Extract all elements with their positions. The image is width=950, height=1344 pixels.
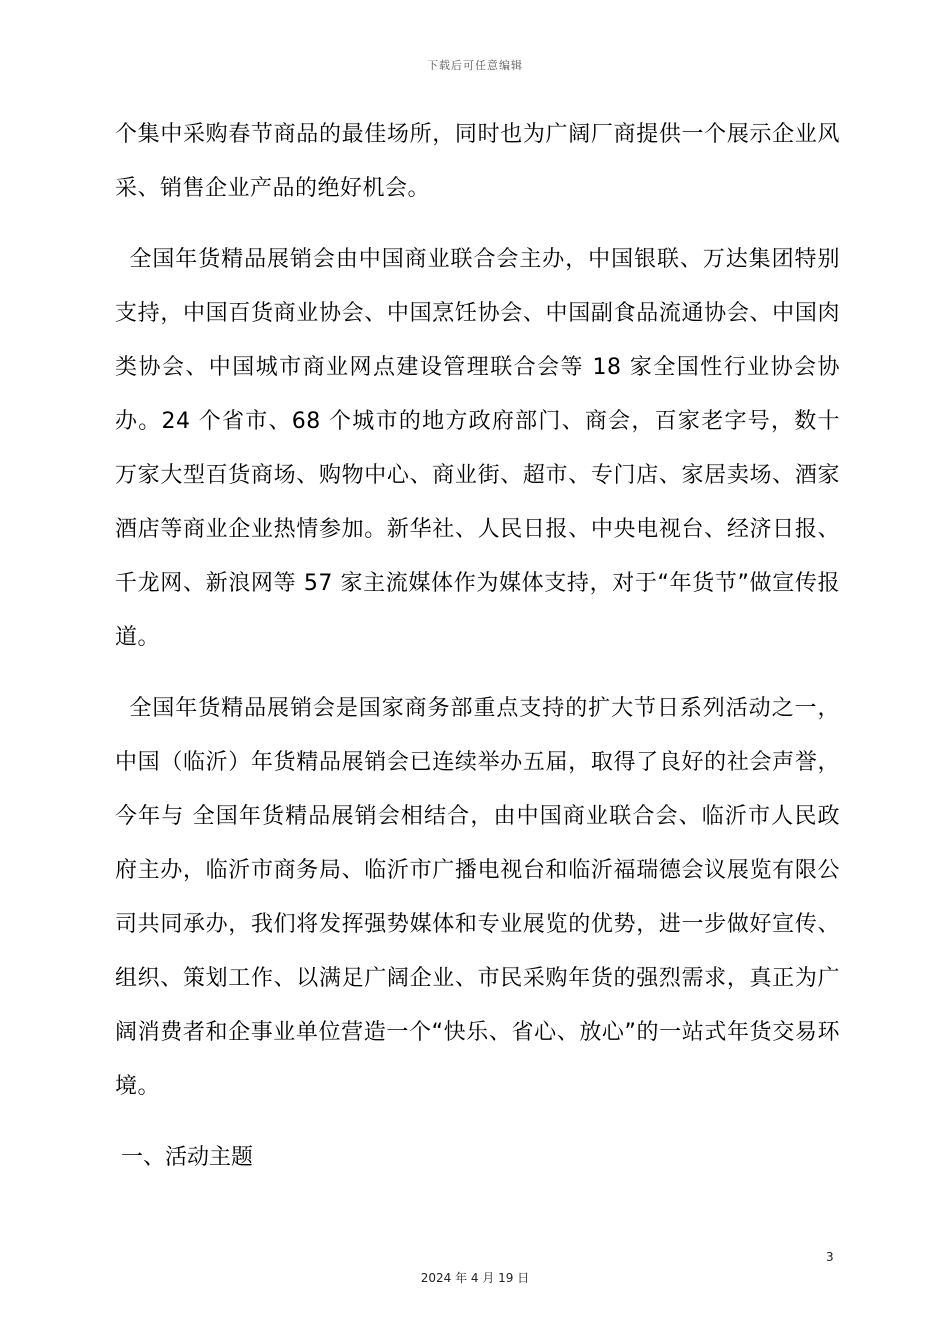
document-body (115, 108, 840, 1185)
paragraph-3-text: 全国年货精品展销会是国家商务部重点支持的扩大节日系列活动之一，中国（临沂）年货精品展销会已连续举办五届，取得了良好的社会声誉，今年与 全国年货精品展销会相结合，由中国商业联合会、临沂市人民政府主办，临沂市商务局、临沂市广播电视台和临沂福瑞德会议展览有限公司共同承办，我们将发挥强势媒体和专业展览的优势，进一步做好宣传、组织、策划工作、以满足广阔企业、市民采购年货的强烈需求，真正为广阔消费者和企事业单位营造一个“快乐、省心、放心”的一站式年货交易环境。 (115, 696, 840, 1099)
paragraph-2 (115, 233, 840, 665)
section-heading: 一、活动主题 (121, 1145, 254, 1170)
footer-date: 2024 年 4 月 19 日 (420, 1271, 530, 1285)
header-note: 下载后可任意编辑 (427, 59, 523, 72)
paragraph-2-text: 全国年货精品展销会由中国商业联合会主办，中国银联、万达集团特别支持，中国百货商业协会、中国烹饪协会、中国副食品流通协会、中国肉类协会、中国城市商业网点建设管理联合会等 18 家全国性行业协会协办。24 个省市、68 个城市的地方政府部门、商会，百家老字号，数十万家大型百货商场、购物中心、商业街、超市、专门店、家居卖场、酒家酒店等商业企业热情参加。新华社、人民日报、中央电视台、经济日报、千龙网、新浪网等 57 家主流媒体作为媒体支持，对于“年货节”做宣传报道。 (115, 247, 840, 650)
paragraph-1: 个集中采购春节商品的最佳场所，同时也为广阔厂商提供一个展示企业风采、销售企业产品的绝好机会。 (115, 122, 840, 201)
page-number: 3 (826, 1250, 834, 1264)
paragraph-3 (115, 682, 840, 1114)
